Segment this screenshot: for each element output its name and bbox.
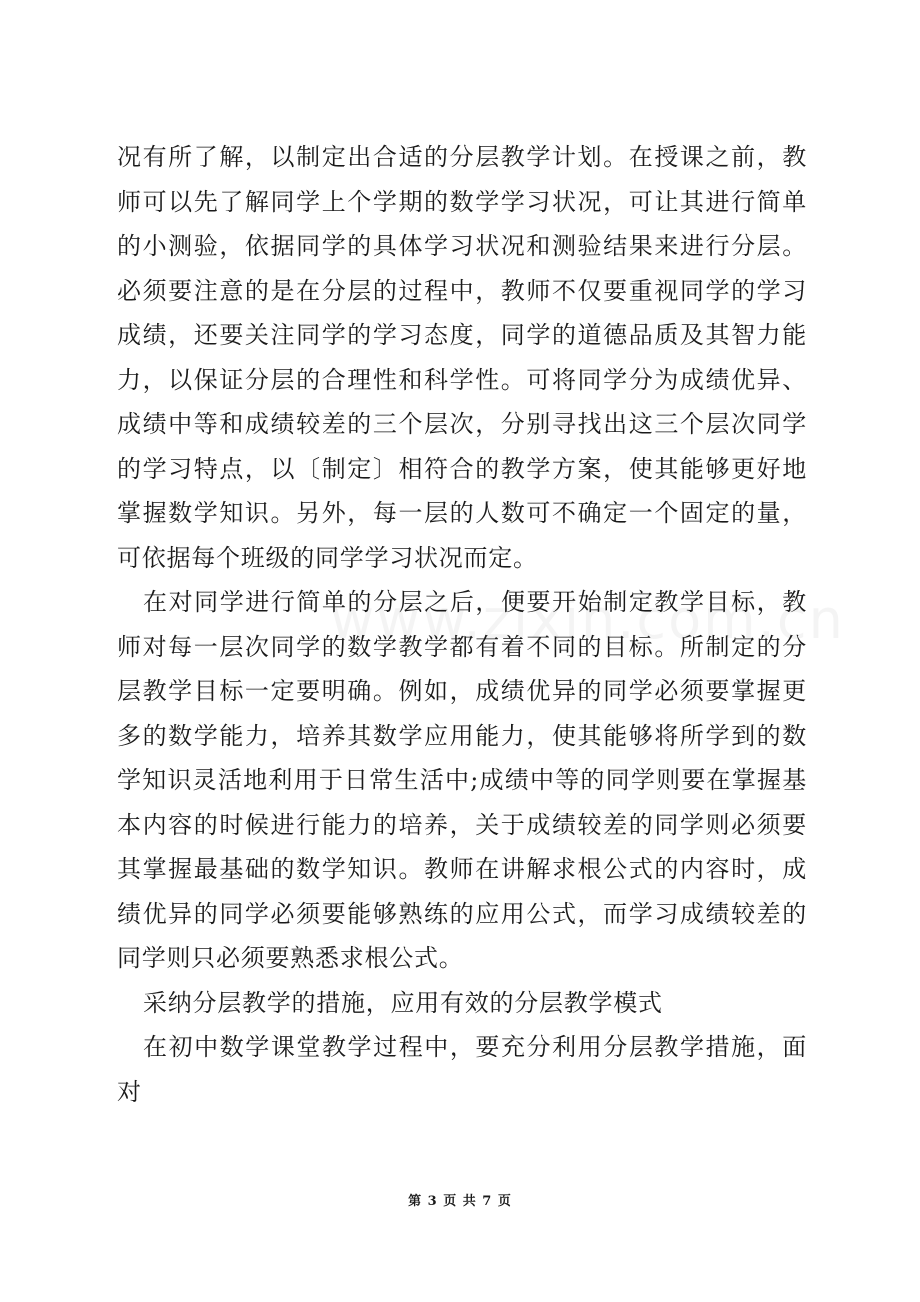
page-number-footer: 第 3 页 共 7 页 [408,1194,512,1209]
paragraph-layered-teaching: 在初中数学课堂教学过程中，要充分利用分层教学措施，面对 [117,1033,807,1106]
document-body [117,135,807,1114]
section-heading: 采纳分层教学的措施，应用有效的分层教学模式 [143,988,663,1017]
paragraph-teaching-goals: 在对同学进行简单的分层之后，便要开始制定教学目标，教师对每一层次同学的数学教学都有着不同的目标。所制定的分层教学目标一定要明确。例如，成绩优异的同学必须要掌握更多的数学能力，培养其数学应用能力，使其能够将所学到的数学知识灵活地利用于日常生活中;成绩中等的同学则要在掌握基本内容的时候进行能力的培养，关于成绩较差的同学则必须要其掌握最基础的数学知识。教师在讲解求根公式的内容时，成绩优异的同学必须要能够熟练的应用公式，而学习成绩较差的同学则只必须要熟悉求根公式。 [117,588,807,972]
paragraph-continued: 况有所了解，以制定出合适的分层教学计划。在授课之前，教师可以先了解同学上个学期的数学学习状况，可让其进行简单的小测验，依据同学的具体学习状况和测验结果来进行分层。必须要注意的是在分层的过程中，教师不仅要重视同学的学习成绩，还要关注同学的学习态度，同学的道德品质及其智力能力，以保证分层的合理性和科学性。可将同学分为成绩优异、成绩中等和成绩较差的三个层次，分别寻找出这三个层次同学的学习特点，以〔制定〕相符合的教学方案，使其能够更好地掌握数学知识。另外，每一层的人数可不确定一个固定的量，可依据每个班级的同学学习状况而定。 [117,143,807,572]
